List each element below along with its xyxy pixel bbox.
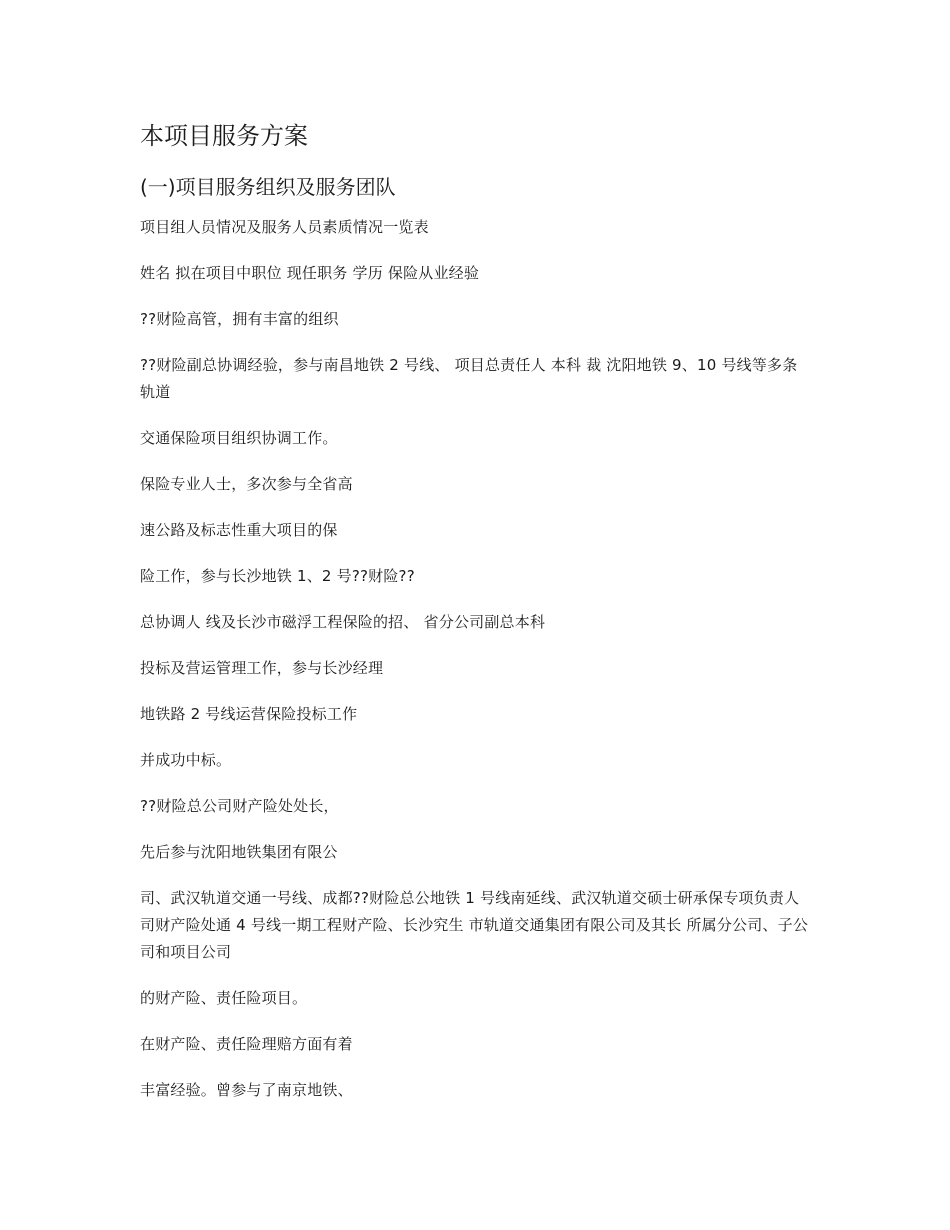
paragraph: 险工作，参与长沙地铁 1、2 号??财险?? (140, 567, 415, 585)
paragraph: 姓名 拟在项目中职位 现任职务 学历 保险从业经验 (140, 264, 480, 282)
paragraph: 投标及营运管理工作，参与长沙经理 (140, 659, 384, 677)
document-page (140, 118, 810, 1123)
paragraph: ??财险高管，拥有丰富的组织 (140, 310, 339, 328)
paragraph: 在财产险、责任险理赔方面有着 (140, 1035, 353, 1053)
paragraph: 交通保险项目组织协调工作。 (140, 429, 338, 447)
paragraph: 的财产险、责任险项目。 (140, 989, 308, 1007)
paragraph: ??财险副总协调经验，参与南昌地铁 2 号线、 项目总责任人 本科 裁 沈阳地铁 9、10 号线等多条轨道 (140, 356, 798, 401)
paragraph: 并成功中标。 (140, 751, 232, 769)
paragraph: 先后参与沈阳地铁集团有限公 (140, 843, 338, 861)
paragraph: 司、武汉轨道交通一号线、成都??财险总公地铁 1 号线南延线、武汉轨道交硕士研承保专项负责人 司财产险处通 4 号线一期工程财产险、长沙究生 市轨道交通集团有限公司及其长 所属分公司、子公司和项目公司 (140, 889, 809, 961)
paragraph: 总协调人 线及长沙市磁浮工程保险的招、 省分公司副总本科 (140, 613, 546, 631)
paragraph: 保险专业人士，多次参与全省高 (140, 475, 353, 493)
paragraph: 地铁路 2 号线运营保险投标工作 (140, 705, 358, 723)
paragraph: 项目组人员情况及服务人员素质情况一览表 (140, 218, 429, 236)
document-title: 本项目服务方案 (140, 122, 308, 150)
paragraph: 速公路及标志性重大项目的保 (140, 521, 338, 539)
document-body (140, 214, 810, 1104)
paragraph: 丰富经验。曾参与了南京地铁、 (140, 1081, 353, 1099)
section-title: (一)项目服务组织及服务团队 (140, 175, 396, 199)
paragraph: ??财险总公司财产险处处长， (140, 797, 339, 815)
